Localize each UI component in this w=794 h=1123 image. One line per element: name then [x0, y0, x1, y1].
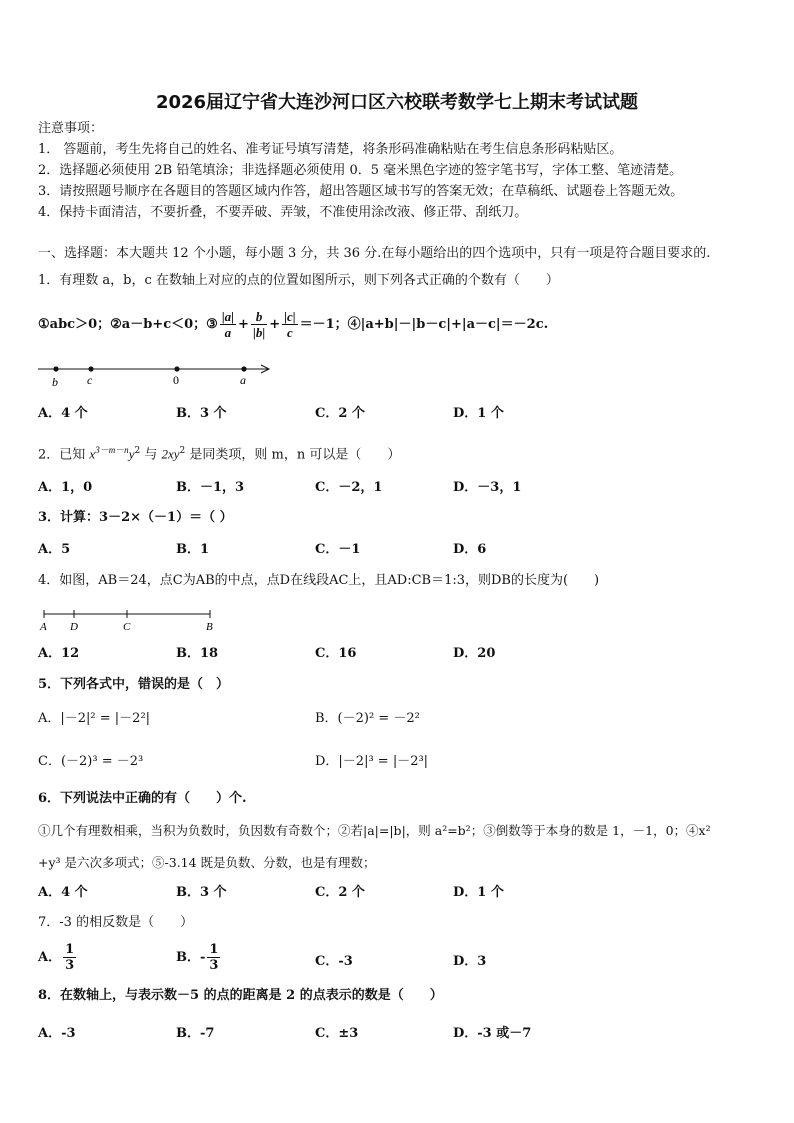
label-a: a: [240, 373, 246, 387]
q5-option-b[interactable]: B．(－2)² = －2²: [315, 711, 420, 726]
q2-option-b[interactable]: B．－1，3: [176, 480, 245, 495]
point-c: [88, 366, 93, 371]
label-c: C: [123, 621, 131, 633]
q3-option-c[interactable]: C．－1: [315, 542, 361, 557]
q2-option-a[interactable]: A．1，0: [38, 480, 93, 495]
label-a: A: [40, 621, 47, 633]
q5-option-c[interactable]: C．(－2)³ = －2³: [38, 754, 144, 769]
point-a: [241, 366, 246, 371]
q8-option-d[interactable]: D．-3 或－7: [453, 1026, 532, 1041]
q1-option-d[interactable]: D．1 个: [453, 406, 504, 421]
q8-option-a[interactable]: A．-3: [38, 1026, 76, 1041]
q2-stem: 2．已知 $x^{3-m-n}y^2$ 与 $2xy^2$ 是同类项，则 m，n 可以是（ ）: [38, 445, 401, 463]
q7-option-b[interactable]: B．- $\frac{1}{3}$: [176, 942, 219, 973]
q1-option-c[interactable]: C．2 个: [315, 406, 365, 421]
q1-statements: ①abc＞0；②a－b+c＜0；③ $\frac{|a|}{a}$ + $\frac{b}{|b|}$ + $\frac{|c|}{c}$ ＝－1；④|a+b|－|b－c|+|a－c|＝－2c.: [38, 309, 549, 340]
label-b: B: [206, 621, 213, 633]
label-d: D: [70, 621, 78, 633]
q4-option-d[interactable]: D．20: [453, 646, 496, 661]
q6-stem: 6．下列说法中正确的有（ ）个.: [38, 791, 247, 806]
q5-option-a[interactable]: A．|－2|² = |－2²|: [38, 711, 151, 726]
q3-option-a[interactable]: A．5: [38, 542, 71, 557]
q7-option-a[interactable]: A． $\frac{1}{3}$: [38, 942, 75, 973]
q1-number-line: [36, 360, 276, 390]
notice-item-4: 4．保持卡面清洁，不要折叠，不要弄破、弄皱，不准使用涂改液、修正带、刮纸刀。: [38, 205, 528, 220]
q8-stem: 8．在数轴上，与表示数－5 的点的距离是 2 的点表示的数是（ ）: [38, 988, 443, 1003]
q8-option-b[interactable]: B．-7: [176, 1026, 215, 1041]
q6-line-1: ①几个有理数相乘，当积为负数时，负因数有奇数个；②若|a|=|b|，则 a²=b²；③倒数等于本身的数是 1，－1，0；④x²: [38, 823, 711, 838]
point-b: [53, 366, 58, 371]
section-heading: 一、选择题：本大题共 12 个小题，每小题 3 分，共 36 分.在每小题给出的四个选项中，只有一项是符合题目要求的.: [38, 246, 711, 261]
q7-frac-a: $\frac{1}{3}$: [65, 942, 75, 973]
notice-item-1: 1． 答题前，考生先将自己的姓名、准考证号填写清楚，将条形码准确粘贴在考生信息条形码粘贴区。: [38, 142, 623, 157]
q2-option-d[interactable]: D．－3，1: [453, 480, 522, 495]
q7-stem: 7．-3 的相反数是（ ）: [38, 915, 194, 930]
q1-frac-3: $\frac{|c|}{c}$: [284, 309, 296, 340]
point-zero: [174, 366, 179, 371]
q6-line-2: +y³ 是六次多项式；⑤-3.14 既是负数、分数，也是有理数；: [38, 855, 376, 870]
q6-option-a[interactable]: A．4 个: [38, 885, 88, 900]
q1-frac-2: $\frac{b}{|b|}$: [252, 309, 266, 340]
q1-statement-1-2: ①abc＞0；②a－b+c＜0；③: [38, 317, 218, 332]
q4-option-a[interactable]: A．12: [38, 646, 80, 661]
q5-option-d[interactable]: D．|－2|³ = |－2³|: [315, 754, 429, 769]
q4-stem: 4．如图，AB＝24，点C为AB的中点，点D在线段AC上，且AD:CB＝1:3，则DB的长度为( ): [38, 573, 600, 588]
q1-option-a[interactable]: A．4 个: [38, 406, 88, 421]
q7-option-c[interactable]: C．-3: [315, 954, 353, 969]
notice-item-3: 3．请按照题号顺序在各题目的答题区域内作答，超出答题区域书写的答案无效；在草稿纸、试题卷上答题无效。: [38, 184, 684, 199]
q3-option-b[interactable]: B．1: [176, 542, 210, 557]
notice-item-2: 2．选择题必须使用 2B 铅笔填涂；非选择题必须使用 0．5 毫米黑色字迹的签字笔书写，字体工整、笔迹清楚。: [38, 163, 683, 178]
label-c: c: [87, 373, 93, 387]
q6-option-b[interactable]: B．3 个: [176, 885, 227, 900]
notice-heading: 注意事项：: [38, 121, 104, 136]
q4-option-b[interactable]: B．18: [176, 646, 219, 661]
q1-statement-tail: ＝－1；④|a+b|－|b－c|+|a－c|＝－2c.: [299, 317, 549, 332]
q2-option-c[interactable]: C．－2，1: [315, 480, 383, 495]
page-title: 2026届辽宁省大连沙河口区六校联考数学七上期末考试试题: [155, 92, 639, 113]
label-zero: 0: [173, 373, 179, 387]
q6-option-c[interactable]: C．2 个: [315, 885, 365, 900]
q7-option-d[interactable]: D．3: [453, 954, 487, 969]
q8-option-c[interactable]: C．±3: [315, 1026, 359, 1041]
q6-option-d[interactable]: D．1 个: [453, 885, 504, 900]
q4-segment-figure: [36, 606, 226, 634]
q1-stem: 1．有理数 a，b，c 在数轴上对应的点的位置如图所示，则下列各式正确的个数有（ ）: [38, 273, 559, 288]
q1-option-b[interactable]: B．3 个: [176, 406, 227, 421]
label-b: b: [52, 375, 58, 389]
q3-option-d[interactable]: D．6: [453, 542, 487, 557]
q7-frac-b: $\frac{1}{3}$: [209, 942, 219, 973]
q3-stem: 3．计算：3－2×（－1）＝（ ）: [38, 510, 233, 525]
q4-option-c[interactable]: C．16: [315, 646, 357, 661]
q5-stem: 5．下列各式中，错误的是（ ）: [38, 677, 230, 692]
q1-frac-1: $\frac{|a|}{a}$: [221, 309, 235, 340]
